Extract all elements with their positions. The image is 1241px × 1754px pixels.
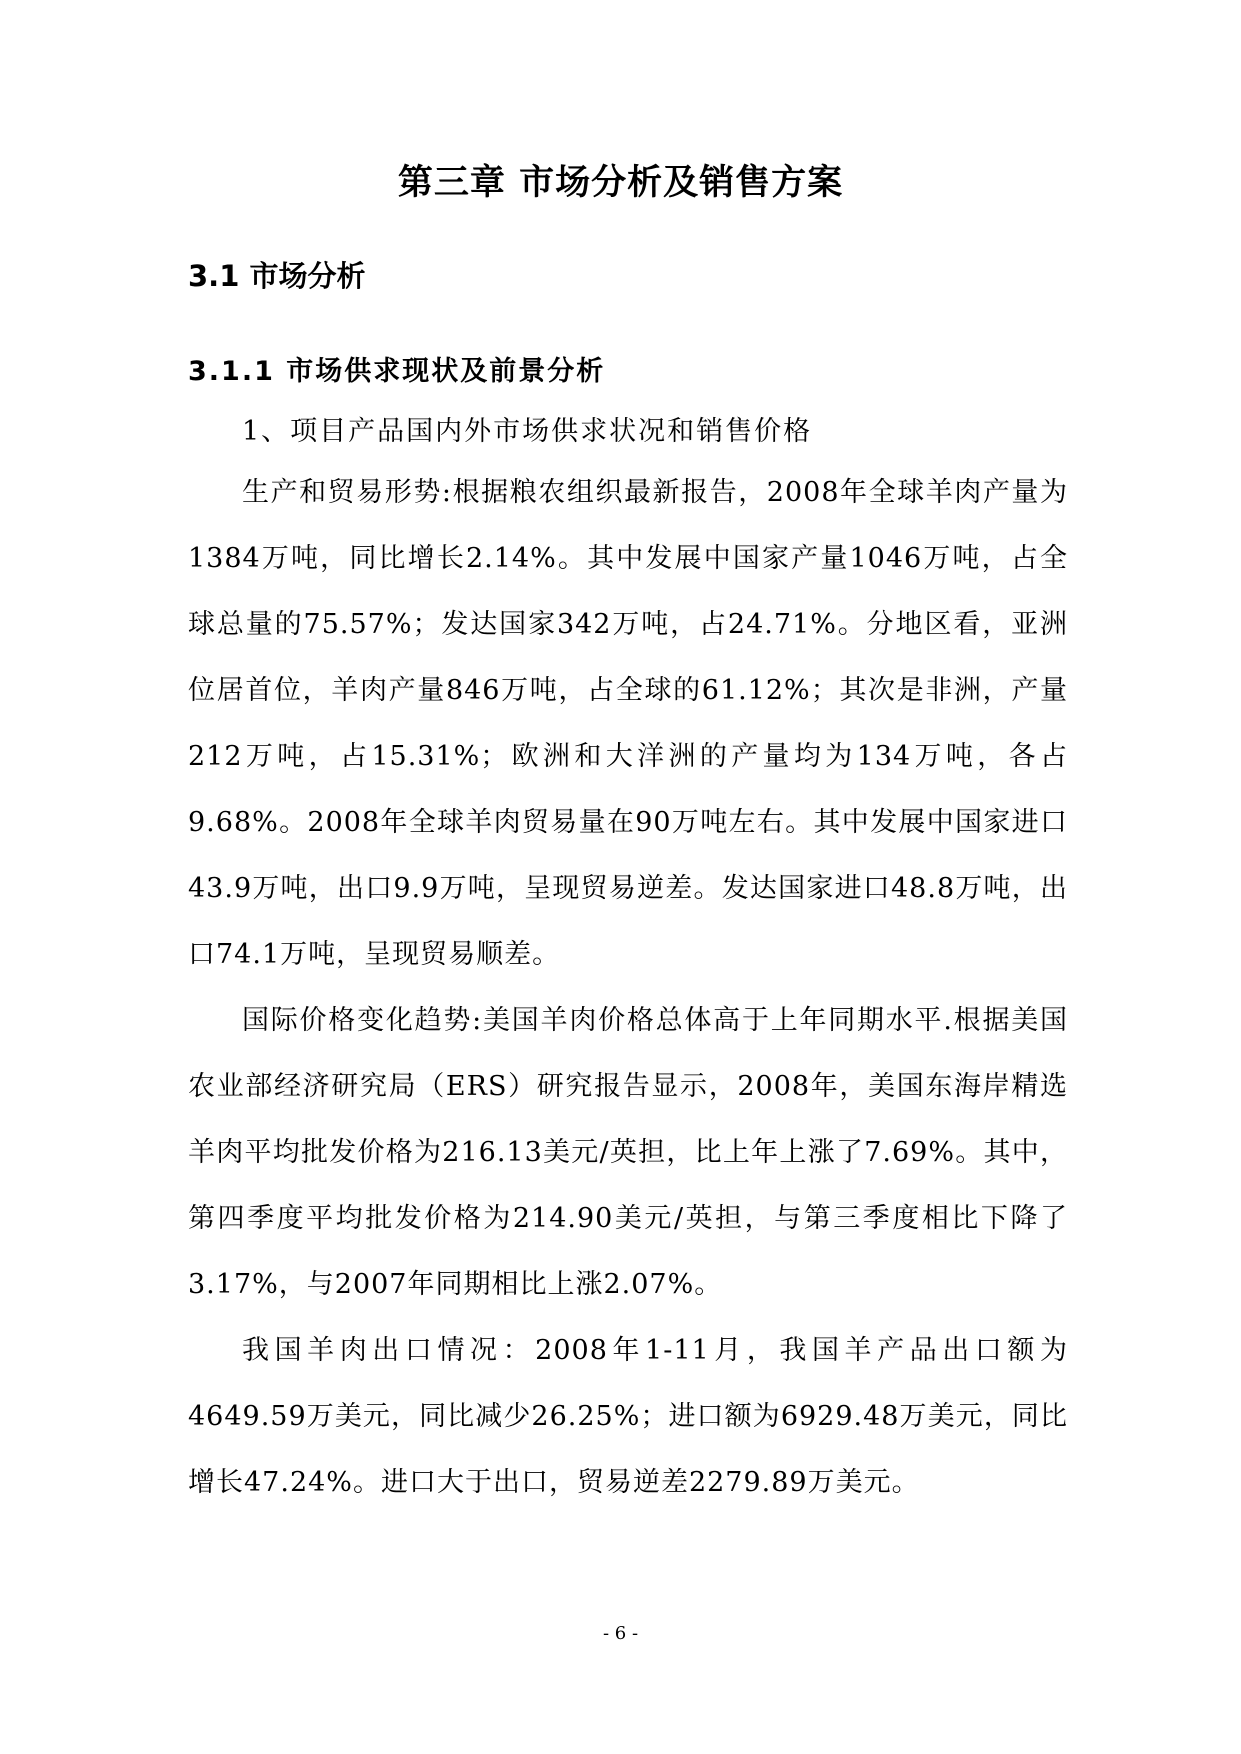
chapter-title: 第三章 市场分析及销售方案 [397,163,844,203]
subsection-title: 3.1.1 市场供求现状及前景分析 [188,356,606,387]
paragraph-international-price: 国际价格变化趋势:美国羊肉价格总体高于上年同期水平.根据美国农业部经济研究局（ERS）研究报告显示，2008年，美国东海岸精选羊肉平均批发价格为216.13美元/英担，比上年上涨了7.69%。其中，第四季度平均批发价格为214.90美元/英担，与第三季度相比下降了3.17%，与2007年同期相比上涨2.07%。 [188,1005,1068,1300]
page-number: - 6 - [602,1623,639,1644]
paragraph-production-trade: 生产和贸易形势:根据粮农组织最新报告，2008年全球羊肉产量为1384万吨，同比增长2.14%。其中发展中国家产量1046万吨，占全球总量的75.57%；发达国家342万吨，占24.71%。分地区看，亚洲位居首位，羊肉产量846万吨，占全球的61.12%；其次是非洲，产量212万吨，占15.31%；欧洲和大洋洲的产量均为134万吨，各占9.68%。2008年全球羊肉贸易量在90万吨左右。其中发展中国家进口43.9万吨，出口9.9万吨，呈现贸易逆差。发达国家进口48.8万吨，出口74.1万吨，呈现贸易顺差。 [188,477,1068,970]
paragraph-china-export: 我国羊肉出口情况：2008年1-11月，我国羊产品出口额为4649.59万美元，同比减少26.25%；进口额为6929.48万美元，同比增长47.24%。进口大于出口，贸易逆差2279.89万美元。 [188,1335,1068,1498]
item-heading: 1、项目产品国内外市场供求状况和销售价格 [242,416,813,447]
body-text [188,460,1068,1516]
section-title: 3.1 市场分析 [188,259,366,293]
